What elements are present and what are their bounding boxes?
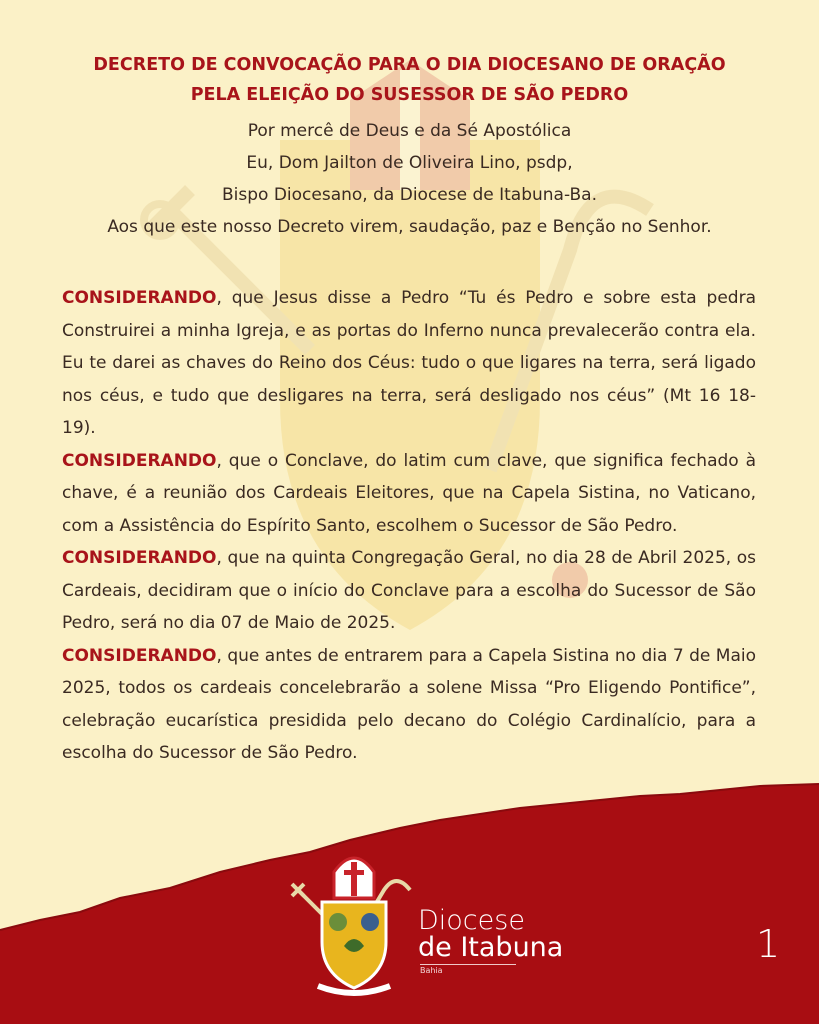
- paragraph-text: , que antes de entrarem para a Capela Sistina no dia 7 de Maio 2025, todos os cardeais concelebrarão a solene Missa “Pro Eligendo Pontifice”, celebração eucarística presidida pelo decano do Colégio Cardinalício, para a escolha do Sucessor de São Pedro.: [62, 645, 756, 763]
- preamble-line: Eu, Dom Jailton de Oliveira Lino, psdp,: [246, 153, 573, 173]
- paragraph-text: , que Jesus disse a Pedro “Tu és Pedro e sobre esta pedra Construirei a minha Igreja, e as portas do Inferno nunca prevalecerão contra ela. Eu te darei as chaves do Reino dos Céus: tudo o que ligares na terra, será ligado nos céus, e tudo que desligares na terra, será desligado nos céus” (Mt 16 18-19).: [62, 288, 756, 438]
- considering-paragraph: [62, 282, 756, 445]
- brand-divider: [420, 964, 516, 965]
- decree-preamble: [40, 115, 779, 243]
- paragraph-text: , que na quinta Congregação Geral, no dia 28 de Abril 2025, os Cardeais, decidiram que o início do Conclave para a escolha do Sucessor de São Pedro, será no dia 07 de Maio de 2025.: [62, 548, 756, 633]
- decree-body: [62, 282, 756, 770]
- considering-keyword: CONSIDERANDO: [62, 645, 217, 666]
- preamble-line: Bispo Diocesano, da Diocese de Itabuna-Ba.: [222, 185, 597, 205]
- considering-paragraph: [62, 542, 756, 640]
- considering-keyword: CONSIDERANDO: [62, 548, 217, 568]
- decree-title: [40, 50, 779, 110]
- brand-name-line2: de Itabuna: [418, 932, 564, 963]
- diocese-crest-icon: [288, 850, 420, 1000]
- preamble-line: Por mercê de Deus e da Sé Apostólica: [247, 121, 572, 141]
- considering-paragraph: [62, 640, 756, 770]
- brand-name-line1: Diocese: [418, 905, 525, 936]
- page-number: 1: [756, 922, 781, 966]
- considering-keyword: CONSIDERANDO: [62, 450, 217, 471]
- decree-title-line2: PELA ELEIÇÃO DO SUSESSOR DE SÃO PEDRO: [190, 85, 629, 105]
- preamble-line: Aos que este nosso Decreto virem, saudação, paz e Benção no Senhor.: [107, 217, 712, 237]
- brand-region: Bahia: [420, 966, 443, 975]
- considering-paragraph: [62, 445, 756, 543]
- paragraph-text: , que o Conclave, do latim cum clave, que significa fechado à chave, é a reunião dos Cardeais Eleitores, que na Capela Sistina, no Vaticano, com a Assistência do Espírito Santo, escolhem o Sucessor de São Pedro.: [62, 450, 756, 536]
- considering-keyword: CONSIDERANDO: [62, 288, 217, 308]
- decree-title-line1: DECRETO DE CONVOCAÇÃO PARA O DIA DIOCESANO DE ORAÇÃO: [93, 55, 726, 75]
